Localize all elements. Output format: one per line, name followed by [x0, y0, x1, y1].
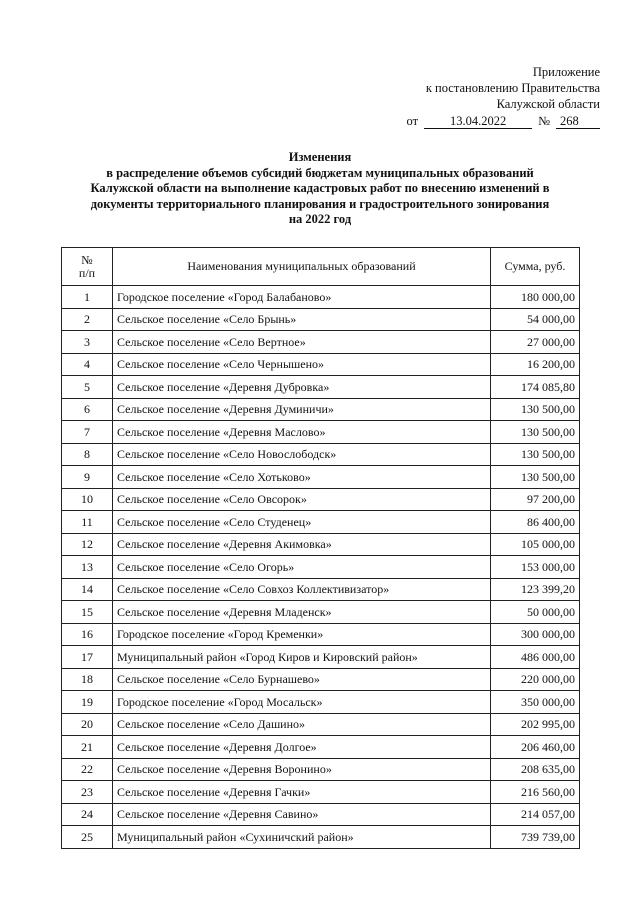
subsidy-amount: 300 000,00 [491, 623, 580, 646]
table-row [62, 736, 580, 759]
municipality-name: Сельское поселение «Деревня Савино» [113, 803, 491, 826]
row-number: 22 [62, 758, 113, 781]
subsidy-amount: 208 635,00 [491, 758, 580, 781]
row-number: 11 [62, 511, 113, 534]
document-title [60, 150, 580, 228]
row-number: 19 [62, 691, 113, 714]
table-row [62, 623, 580, 646]
title-line-3: Калужской области на выполнение кадастровых работ по внесению изменений в [90, 181, 550, 195]
subsidy-amount: 50 000,00 [491, 601, 580, 624]
municipality-name: Сельское поселение «Село Брынь» [113, 308, 491, 331]
column-header-number: № п/п [62, 248, 113, 286]
row-number: 15 [62, 601, 113, 624]
appendix-header [300, 64, 600, 129]
table-row [62, 398, 580, 421]
table-row [62, 466, 580, 489]
table-body [62, 286, 580, 849]
table-row [62, 421, 580, 444]
row-number: 13 [62, 556, 113, 579]
decree-reference: к постановлению Правительства [425, 81, 600, 95]
row-number: 1 [62, 286, 113, 309]
subsidy-amount: 153 000,00 [491, 556, 580, 579]
row-number: 25 [62, 826, 113, 849]
subsidy-amount: 130 500,00 [491, 443, 580, 466]
subsidy-amount: 123 399,20 [491, 578, 580, 601]
municipality-name: Муниципальный район «Город Киров и Кировский район» [113, 646, 491, 669]
municipality-name: Сельское поселение «Село Хотьково» [113, 466, 491, 489]
table-row [62, 826, 580, 849]
municipality-name: Сельское поселение «Деревня Долгое» [113, 736, 491, 759]
title-line-2: в распределение объемов субсидий бюджетам муниципальных образований [106, 165, 534, 180]
municipality-name: Сельское поселение «Село Дашино» [113, 713, 491, 736]
row-number: 2 [62, 308, 113, 331]
row-number: 7 [62, 421, 113, 444]
row-number: 21 [62, 736, 113, 759]
subsidy-amount: 216 560,00 [491, 781, 580, 804]
table-row [62, 691, 580, 714]
row-number: 6 [62, 398, 113, 421]
title-line-4: документы территориального планирования и градостроительного зонирования [90, 196, 550, 211]
municipality-name: Сельское поселение «Село Огорь» [113, 556, 491, 579]
row-number: 12 [62, 533, 113, 556]
decree-number: 268 [556, 114, 600, 129]
municipality-name: Сельское поселение «Село Студенец» [113, 511, 491, 534]
subsidy-table [61, 247, 580, 849]
decree-date: 13.04.2022 [424, 114, 532, 129]
municipality-name: Сельское поселение «Деревня Воронино» [113, 758, 491, 781]
subsidy-amount: 486 000,00 [491, 646, 580, 669]
municipality-name: Сельское поселение «Село Бурнашево» [113, 668, 491, 691]
table-row [62, 601, 580, 624]
title-line-1: Изменения [288, 150, 352, 164]
table-row [62, 646, 580, 669]
municipality-name: Городское поселение «Город Балабаново» [113, 286, 491, 309]
row-number: 3 [62, 331, 113, 354]
row-number: 9 [62, 466, 113, 489]
table-row [62, 331, 580, 354]
table-row [62, 713, 580, 736]
municipality-name: Сельское поселение «Село Чернышено» [113, 353, 491, 376]
subsidy-amount: 220 000,00 [491, 668, 580, 691]
subsidy-amount: 86 400,00 [491, 511, 580, 534]
row-number: 18 [62, 668, 113, 691]
subsidy-amount: 27 000,00 [491, 331, 580, 354]
from-label: от [406, 114, 419, 128]
number-label: № [538, 114, 550, 128]
municipality-name: Сельское поселение «Деревня Дубровка» [113, 376, 491, 399]
row-number: 10 [62, 488, 113, 511]
subsidy-amount: 54 000,00 [491, 308, 580, 331]
municipality-name: Сельское поселение «Село Совхоз Коллективизатор» [113, 578, 491, 601]
row-number: 23 [62, 781, 113, 804]
row-number: 4 [62, 353, 113, 376]
table-row [62, 781, 580, 804]
municipality-name: Городское поселение «Город Мосальск» [113, 691, 491, 714]
municipality-name: Сельское поселение «Деревня Думиничи» [113, 398, 491, 421]
municipality-name: Сельское поселение «Деревня Младенск» [113, 601, 491, 624]
appendix-label: Приложение [532, 65, 600, 79]
table-row [62, 308, 580, 331]
subsidy-amount: 214 057,00 [491, 803, 580, 826]
subsidy-amount: 16 200,00 [491, 353, 580, 376]
row-number: 24 [62, 803, 113, 826]
table-row [62, 578, 580, 601]
table-row [62, 556, 580, 579]
subsidy-amount: 174 085,80 [491, 376, 580, 399]
table-row [62, 353, 580, 376]
table-row [62, 286, 580, 309]
subsidy-amount: 202 995,00 [491, 713, 580, 736]
row-number: 17 [62, 646, 113, 669]
region-name: Калужской области [496, 97, 600, 111]
municipality-name: Городское поселение «Город Кременки» [113, 623, 491, 646]
municipality-name: Сельское поселение «Село Новослободск» [113, 443, 491, 466]
row-number: 8 [62, 443, 113, 466]
table-row [62, 803, 580, 826]
column-header-name: Наименования муниципальных образований [113, 248, 491, 286]
date-number-line [300, 113, 600, 129]
municipality-name: Сельское поселение «Село Вертное» [113, 331, 491, 354]
subsidy-amount: 739 739,00 [491, 826, 580, 849]
table-row [62, 758, 580, 781]
subsidy-amount: 206 460,00 [491, 736, 580, 759]
municipality-name: Сельское поселение «Село Овсорок» [113, 488, 491, 511]
subsidy-amount: 130 500,00 [491, 398, 580, 421]
subsidy-amount: 180 000,00 [491, 286, 580, 309]
subsidy-amount: 105 000,00 [491, 533, 580, 556]
row-number: 20 [62, 713, 113, 736]
table-row [62, 443, 580, 466]
subsidy-amount: 130 500,00 [491, 466, 580, 489]
row-number: 5 [62, 376, 113, 399]
table-row [62, 511, 580, 534]
subsidy-amount: 350 000,00 [491, 691, 580, 714]
title-line-5: на 2022 год [288, 212, 352, 226]
row-number: 14 [62, 578, 113, 601]
municipality-name: Муниципальный район «Сухиничский район» [113, 826, 491, 849]
subsidy-amount: 97 200,00 [491, 488, 580, 511]
row-number: 16 [62, 623, 113, 646]
table-row [62, 376, 580, 399]
municipality-name: Сельское поселение «Деревня Маслово» [113, 421, 491, 444]
table-header-row [62, 248, 580, 286]
municipality-name: Сельское поселение «Деревня Гачки» [113, 781, 491, 804]
subsidy-amount: 130 500,00 [491, 421, 580, 444]
column-header-sum: Сумма, руб. [491, 248, 580, 286]
table-row [62, 488, 580, 511]
table-row [62, 533, 580, 556]
table-row [62, 668, 580, 691]
municipality-name: Сельское поселение «Деревня Акимовка» [113, 533, 491, 556]
